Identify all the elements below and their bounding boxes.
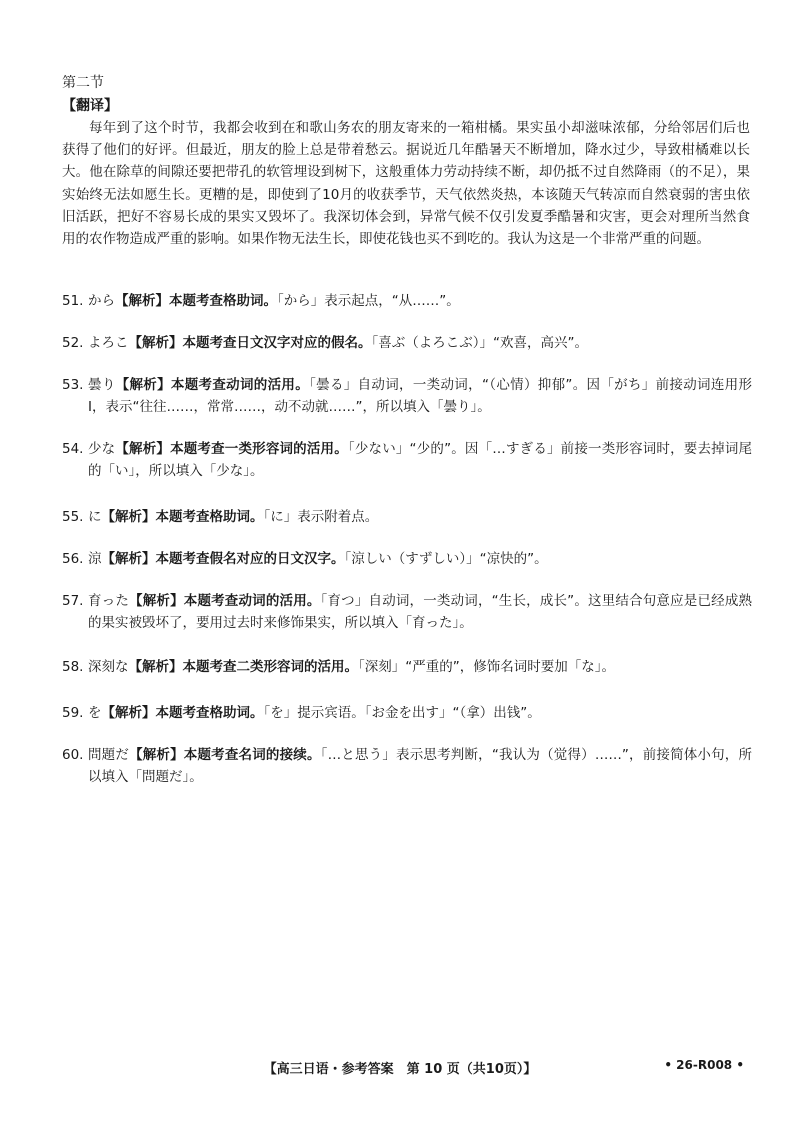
answer-item-53 xyxy=(62,374,752,418)
item-explanation: 「涼しい（すずしい）」“凉快的”。 xyxy=(344,551,548,567)
item-analysis-tag: 【解析】本题考查一类形容词的活用。 xyxy=(115,441,348,457)
item-explanation: 「…と思う」表示思考判断，“我认为（觉得）……”，前接简体小句，所以填入「問題だ」。 xyxy=(88,747,752,786)
item-answer: を xyxy=(88,705,102,721)
item-answer: 問題だ xyxy=(88,747,130,763)
item-number: 53. xyxy=(62,377,84,393)
item-number: 60. xyxy=(62,747,84,763)
item-number: 57. xyxy=(62,593,84,609)
item-analysis-tag: 【解析】本题考查动词的活用。 xyxy=(129,593,321,609)
item-number: 51. xyxy=(62,293,84,309)
paper-code: • 26-R008 • xyxy=(664,1058,744,1072)
item-explanation: 「曇る」自动词，一类动词，“（心情）抑郁”。因「がち」前接动词连用形Ⅰ，表示“往往……，常常……，动不动就……”，所以填入「曇り」。 xyxy=(88,377,753,416)
item-analysis-tag: 【解析】本题考查二类形容词的活用。 xyxy=(128,659,358,675)
item-number: 55. xyxy=(62,509,84,525)
item-answer: 深刻な xyxy=(88,659,129,675)
item-answer: よろこ xyxy=(88,335,129,351)
item-answer: から xyxy=(88,293,115,309)
item-analysis-tag: 【解析】本题考查名词的接续。 xyxy=(129,747,321,763)
answer-item-55 xyxy=(62,506,752,528)
item-number: 56. xyxy=(62,551,84,567)
item-explanation: 「深刻」“严重的”，修饰名词时要加「な」。 xyxy=(358,659,615,675)
item-analysis-tag: 【解析】本题考查动词的活用。 xyxy=(115,377,310,393)
item-number: 52. xyxy=(62,335,84,351)
answer-item-52 xyxy=(62,332,752,354)
item-answer: 涼 xyxy=(88,551,102,567)
item-number: 59. xyxy=(62,705,84,721)
item-explanation: 「喜ぶ（よろこぶ）」“欢喜，高兴”。 xyxy=(371,335,588,351)
translation-heading: 【翻译】 xyxy=(62,98,118,114)
answer-item-51 xyxy=(62,290,752,312)
answer-item-54 xyxy=(62,438,752,482)
item-answer: 曇り xyxy=(88,377,116,393)
item-explanation: 「少ない」“少的”。因「…すぎる」前接一类形容词时，要去掉词尾的「い」，所以填入「少な」。 xyxy=(88,441,753,480)
item-answer: に xyxy=(88,509,102,525)
answer-item-57 xyxy=(62,590,752,634)
answer-item-58 xyxy=(62,656,752,678)
item-analysis-tag: 【解析】本题考查格助词。 xyxy=(101,509,264,525)
answer-item-56 xyxy=(62,548,752,570)
item-analysis-tag: 【解析】本题考查日文汉字对应的假名。 xyxy=(128,335,372,351)
answer-item-60 xyxy=(62,744,752,788)
item-analysis-tag: 【解析】本题考查格助词。 xyxy=(115,293,277,309)
answer-item-59 xyxy=(62,702,752,724)
page-footer: 【高三日语・参考答案 第 10 页（共10页）】 xyxy=(263,1062,537,1077)
item-analysis-tag: 【解析】本题考查格助词。 xyxy=(101,705,264,721)
item-answer: 育った xyxy=(88,593,130,609)
item-analysis-tag: 【解析】本题考查假名对应的日文汉字。 xyxy=(101,551,345,567)
item-answer: 少な xyxy=(88,441,116,457)
item-number: 54. xyxy=(62,441,84,457)
item-number: 58. xyxy=(62,659,84,675)
translation-paragraph: 每年到了这个时节，我都会收到在和歌山务农的朋友寄来的一箱柑橘。果实虽小却滋味浓郁，分给邻居们后也获得了他们的好评。但最近，朋友的脸上总是带着愁云。据说近几年酷暑天不断增加，降水过少，导致柑橘难以长大。他在除草的间隙还要把带孔的软管埋设到树下，这般重体力劳动持续不断，却仍抵不过自然降雨（的不足），果实始终无法如愿生长。更糟的是，即使到了10月的收获季节，天气依然炎热，本该随天气转凉而自然衰弱的害虫依旧活跃，把好不容易长成的果实又毁坏了。我深切体会到，异常气候不仅引发夏季酷暑和灾害，更会对理所当然食用的农作物造成严重的影响。如果作物无法生长，即使花钱也买不到吃的。我认为这是一个非常严重的问题。 xyxy=(62,120,750,248)
item-explanation: 「育つ」自动词，一类动词，“生长，成长”。这里结合句意应是已经成熟的果实被毁坏了，要用过去时来修饰果实，所以填入「育った」。 xyxy=(88,593,752,632)
item-explanation: 「から」表示起点，“从……”。 xyxy=(277,293,460,309)
section-title: 第二节 xyxy=(62,75,104,91)
item-explanation: 「に」表示附着点。 xyxy=(263,509,379,525)
item-explanation: 「を」提示宾语。「お金を出す」“（拿）出钱”。 xyxy=(263,705,541,721)
